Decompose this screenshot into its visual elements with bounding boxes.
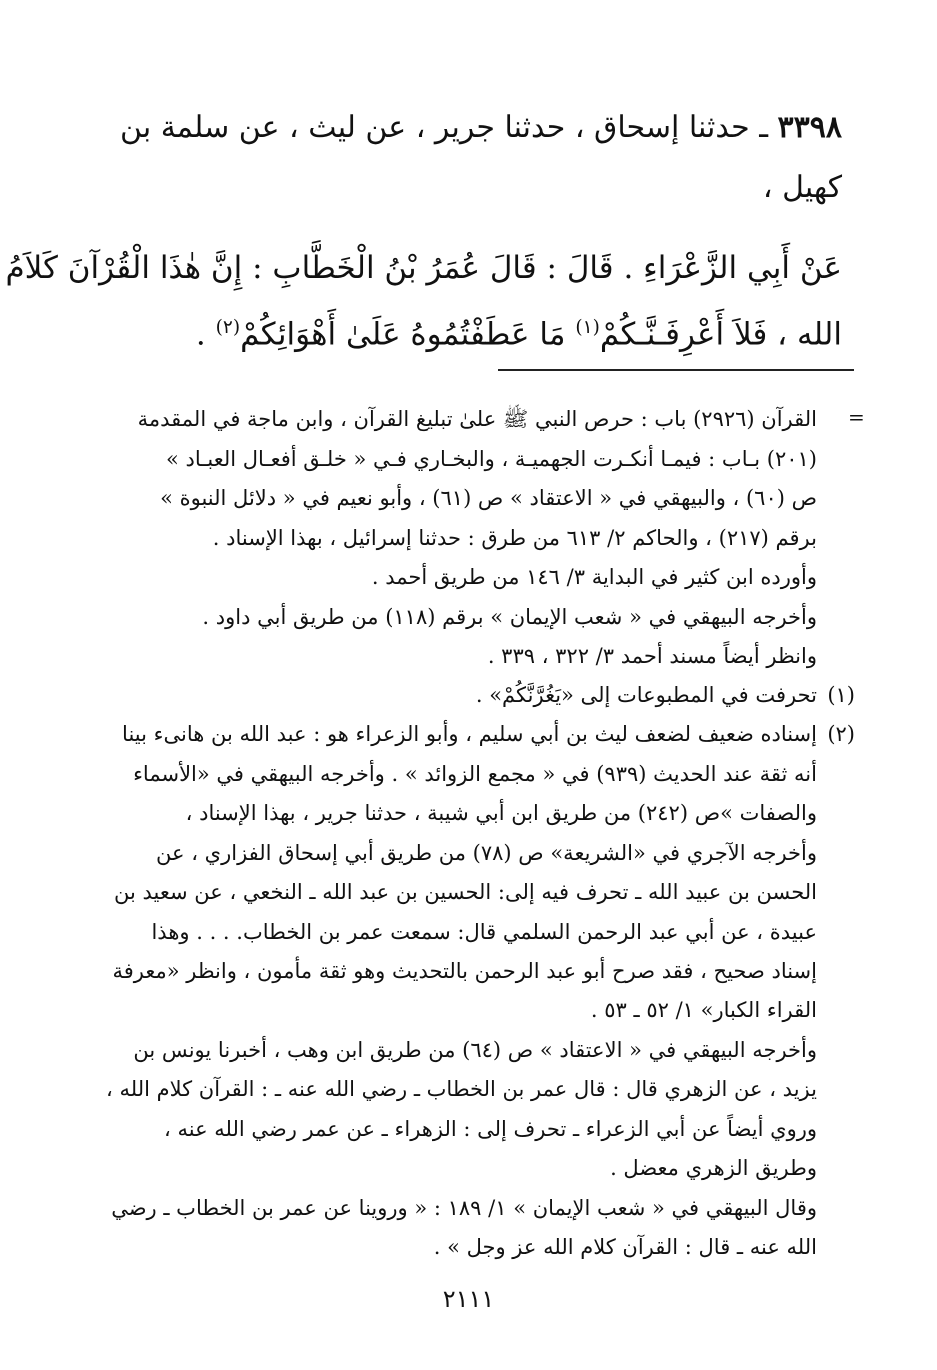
footnote-2-line: الحسن بن عبيد الله ـ تحرف فيه إلى: الحسين بن عبد الله ـ النخعي ، عن سعيد بن	[114, 880, 817, 904]
footnote-2-para2-line: وأخرجه البيهقي في « الاعتقاد » ص (٦٤) من طريق ابن وهب ، أخبرنا يونس بن	[133, 1038, 817, 1062]
footnote-2-line: وأخرجه الآجري في «الشريعة» ص (٧٨) من طريق أبي إسحاق الفزاري ، عن	[156, 841, 817, 865]
footnote-2-para2-line: يزيد ، عن الزهري قال : قال عمر بن الخطاب ـ رضي الله عنه ـ : القرآن كلام الله ،	[106, 1077, 817, 1101]
footnote-continuation-line: ص (٦٠) ، والبيهقي في « الاعتقاد » ص (٦١) ، وأبو نعيم في « دلائل النبوة »	[160, 486, 817, 510]
footnote-2-line: إسناد صحيح ، فقد صرح أبو عبد الرحمن بالتحديث وهو ثقة مأمون ، وانظر «معرفة	[112, 959, 817, 983]
footnote-2-line: القراء الكبار» ١/ ٥٢ ـ ٥٣ .	[590, 998, 817, 1022]
matn-text-a: الله ، فَلاَ أَعْرِفَـنَّـكُمْ	[599, 316, 842, 353]
footnote-divider	[498, 369, 854, 371]
footnote-2-para2-line: وروي أيضاً عن أبي الزعراء ـ تحرف إلى : الزهراء ـ عن عمر رضي الله عنه ،	[164, 1117, 817, 1141]
page-number: ٢١١١	[442, 1285, 495, 1313]
footnote-continuation-line: (٢٠١) بـاب : فيمـا أنكـرت الجهميـة ، والبخـاري فـي « خلـق أفعـال العبـاد »	[165, 447, 817, 471]
hadith-number: ٣٣٩٨	[777, 110, 842, 145]
footnote-continuation-line: وأورده ابن كثير في البداية ٣/ ١٤٦ من طريق أحمد .	[371, 565, 817, 589]
footnote-1-label: (١)	[827, 683, 855, 707]
hadith-isnad-line-2: كهيل ،	[762, 170, 842, 205]
hadith-isnad-line-1	[82, 98, 842, 158]
footnote-2-para2-line: وطريق الزهري معضل .	[610, 1156, 817, 1180]
footnote-2-para3-line: وقال البيهقي في « شعب الإيمان » ١/ ١٨٩ : « وروينا عن عمر بن الخطاب ـ رضي	[111, 1196, 817, 1220]
footnote-2-label: (٢)	[827, 722, 855, 746]
footnote-2-para3-line: الله عنه ـ قال : القرآن كلام الله عز وجل » .	[433, 1235, 817, 1259]
matn-text-b: مَا عَطَفْتُمُوهُ عَلَىٰ أَهْوَائِكُمْ	[240, 316, 576, 353]
footnote-2-line: والصفات »ص (٢٤٢) من طريق ابن أبي شيبة ، حدثنا جرير ، بهذا الإسناد ،	[185, 801, 817, 825]
footnote-continuation-line: القرآن (٢٩٢٦) باب : حرص النبي ﷺ علىٰ تبليغ القرآن ، وابن ماجة في المقدمة	[137, 407, 817, 431]
matn-text-c: .	[195, 316, 216, 353]
footnote-ref-1: (١)	[575, 317, 600, 338]
footnote-2-line: أنه ثقة عند الحديث (٩٣٩) في « مجمع الزوائد » . وأخرجه البيهقي في «الأسماء	[133, 762, 817, 786]
footnote-2-line: عبيدة ، عن أبي عبد الرحمن السلمي قال: سمعت عمر بن الخطاب. . . . وهذا	[151, 920, 817, 944]
continuation-marker: =	[848, 405, 865, 429]
footnote-continuation-line: وانظر أيضاً مسند أحمد ٣/ ٣٢٢ ، ٣٣٩ .	[487, 644, 817, 668]
footnote-ref-2: (٢)	[215, 317, 241, 338]
footnote-1-text: تحرفت في المطبوعات إلى «يَغُرَّنَّكُمْ» .	[475, 683, 817, 707]
hadith-matn-line-2	[72, 298, 842, 364]
hadith-matn-line-1: عَنْ أَبِي الزَّعْرَاءِ . قَالَ : قَالَ عُمَرُ بْنُ الْخَطَّابِ : إِنَّ هٰذَا الْقُرْآنَ كَلاَمُ	[5, 250, 842, 286]
hadith-isnad-text: ـ حدثنا إسحاق ، حدثنا جرير ، عن ليث ، عن سلمة بن	[119, 110, 768, 145]
footnote-continuation-line: وأخرجه البيهقي في « شعب الإيمان » برقم (١١٨) من طريق أبي داود .	[202, 605, 817, 629]
footnote-2-line: إسناده ضعيف لضعف ليث بن أبي سليم ، وأبو الزعراء هو : عبد الله بن هانىء بينا	[122, 722, 817, 746]
footnote-continuation-line: برقم (٢١٧) ، والحاكم ٢/ ٦١٣ من طرق : حدثنا إسرائيل ، بهذا الإسناد .	[212, 526, 817, 550]
